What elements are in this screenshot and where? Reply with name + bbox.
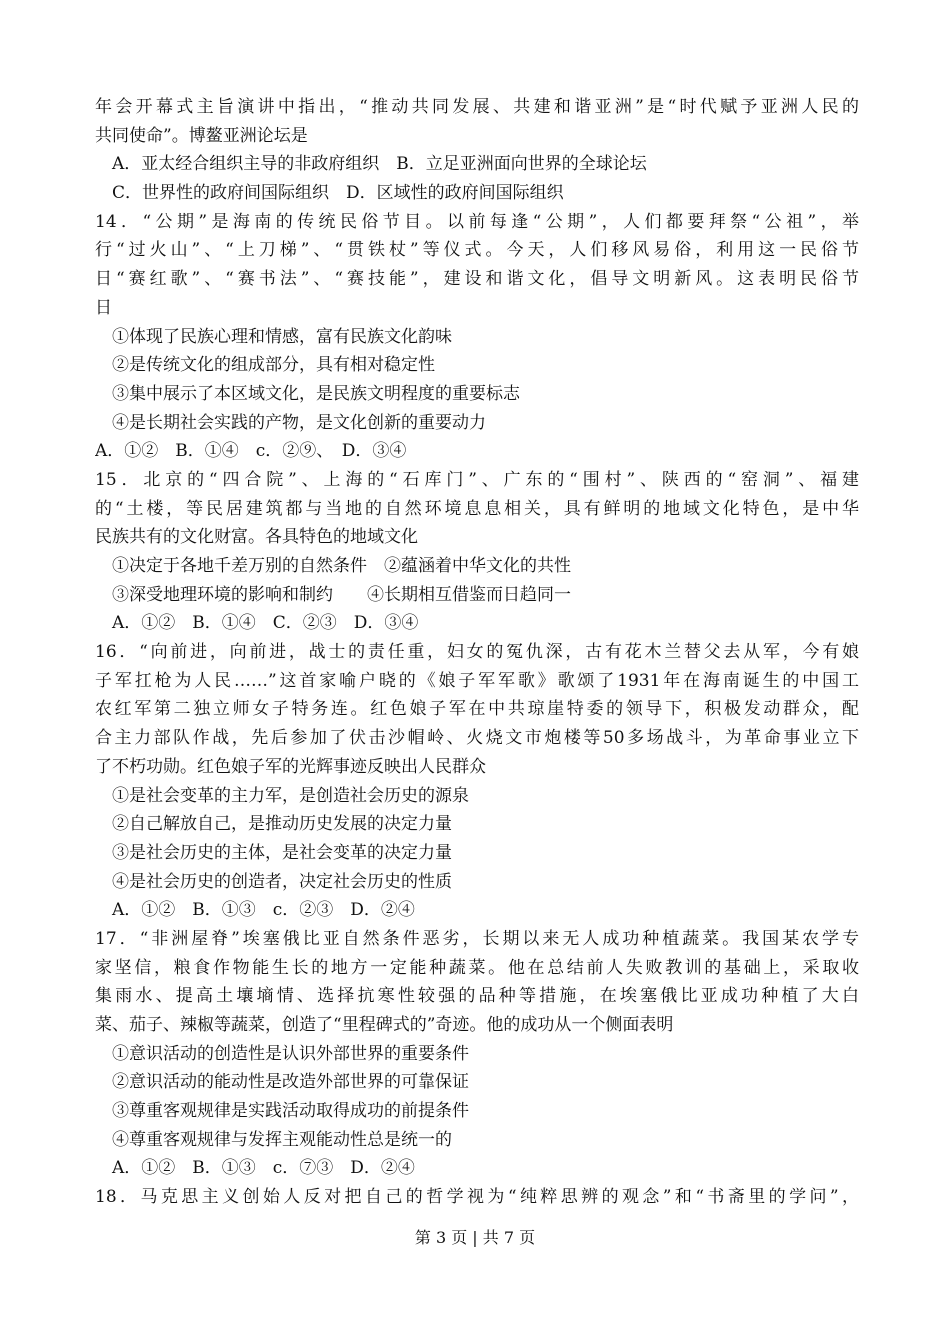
text-line: 15．北京的“四合院”、上海的“石库门”、广东的“围村”、陕西的“窑洞”、福建	[95, 469, 859, 490]
text-line: 14．“公期”是海南的传统民俗节目。以前每逢“公期”，人们都要拜祭“公祖”，举	[95, 211, 859, 232]
text-line: 集雨水、提高土壤墒情、选择抗寒性较强的品种等措施，在埃塞俄比亚成功种植了大白	[95, 986, 859, 1007]
page-footer: 第 3 页 | 共 7 页	[414, 1228, 536, 1247]
text-line: A．①② B．①④ c．②⑨、 D．③④	[95, 441, 407, 462]
text-line: C．世界性的政府间国际组织 D．区域性的政府间国际组织	[112, 183, 564, 204]
text-line: ②是传统文化的组成部分，具有相对稳定性	[112, 355, 435, 376]
text-line: ①意识活动的创造性是认识外部世界的重要条件	[112, 1043, 469, 1064]
text-line: ①是社会变革的主力军，是创造社会历史的源泉	[112, 785, 469, 806]
text-line: 共同使命”。博鳌亚洲论坛是	[95, 125, 308, 146]
text-line: 16．“向前进，向前进，战士的责任重，妇女的冤仇深，古有花木兰替父去从军，今有娘	[95, 642, 859, 663]
text-line: 年会开幕式主旨演讲中指出，“推动共同发展、共建和谐亚洲”是“时代赋予亚洲人民的	[95, 97, 859, 117]
text-line: ②意识活动的能动性是改造外部世界的可靠保证	[112, 1072, 469, 1093]
text-line: A．①② B．①③ c．⑦③ D．②④	[112, 1158, 415, 1179]
text-line: 17．“非洲屋脊”埃塞俄比亚自然条件恶劣，长期以来无人成功种植蔬菜。我国某农学专	[95, 928, 859, 949]
text-line: 日	[95, 297, 112, 318]
page-body	[95, 93, 859, 1212]
text-line: 18．马克思主义创始人反对把自己的哲学视为“纯粹思辨的观念”和“书斋里的学问”，	[95, 1187, 859, 1208]
text-line: ④是长期社会实践的产物，是文化创新的重要动力	[112, 412, 486, 433]
text-line: 农红军第二独立师女子特务连。红色娘子军在中共琼崖特委的领导下，积极发动群众，配	[95, 699, 859, 720]
text-line: 家坚信，粮食作物能生长的地方一定能种蔬菜。他在总结前人失败教训的基础上，采取收	[95, 957, 859, 978]
text-line: 的“土楼，等民居建筑都与当地的自然环境息息相关，具有鲜明的地域文化特色，是中华	[95, 498, 859, 519]
text-line: 子军扛枪为人民……”这首家喻户晓的《娘子军军歌》歌颂了1931年在海南诞生的中国工	[95, 670, 859, 691]
text-line: A．①② B．①④ C．②③ D．③④	[112, 613, 419, 634]
text-line: A．亚太经合组织主导的非政府组织 B．立足亚洲面向世界的全球论坛	[112, 154, 647, 175]
text-line: ①决定于各地千差万别的自然条件 ②蕴涵着中华文化的共性	[112, 556, 571, 576]
text-line: ④尊重客观规律与发挥主观能动性总是统一的	[112, 1129, 452, 1150]
text-line: ②自己解放自己，是推动历史发展的决定力量	[112, 814, 452, 835]
text-line: ③集中展示了本区域文化，是民族文明程度的重要标志	[112, 383, 520, 404]
text-line: ④是社会历史的创造者，决定社会历史的性质	[112, 871, 452, 892]
text-line: 民族共有的文化财富。各具特色的地域文化	[95, 527, 418, 548]
text-line: 日“赛红歌”、“赛书法”、“赛技能”，建设和谐文化，倡导文明新风。这表明民俗节	[95, 269, 859, 290]
text-line: 了不朽功勋。红色娘子军的光辉事迹反映出人民群众	[95, 756, 486, 777]
text-line: 行“过火山”、“上刀梯”、“贯铁杖”等仪式。今天，人们移风易俗，利用这一民俗节	[95, 240, 859, 261]
text-line: ③是社会历史的主体，是社会变革的决定力量	[112, 842, 452, 863]
text-line: 合主力部队作战，先后参加了伏击沙帽岭、火烧文市炮楼等50多场战斗，为革命事业立下	[95, 728, 859, 749]
text-line: ③深受地理环境的影响和制约 ④长期相互借鉴而日趋同一	[112, 584, 571, 605]
text-line: 菜、茄子、辣椒等蔬菜，创造了“里程碑式的”奇迹。他的成功从一个侧面表明	[95, 1015, 674, 1035]
text-line: A．①② B．①③ c．②③ D．②④	[112, 900, 415, 921]
text-line: ③尊重客观规律是实践活动取得成功的前提条件	[112, 1101, 469, 1122]
text-line: ①体现了民族心理和情感，富有民族文化韵味	[112, 326, 452, 347]
